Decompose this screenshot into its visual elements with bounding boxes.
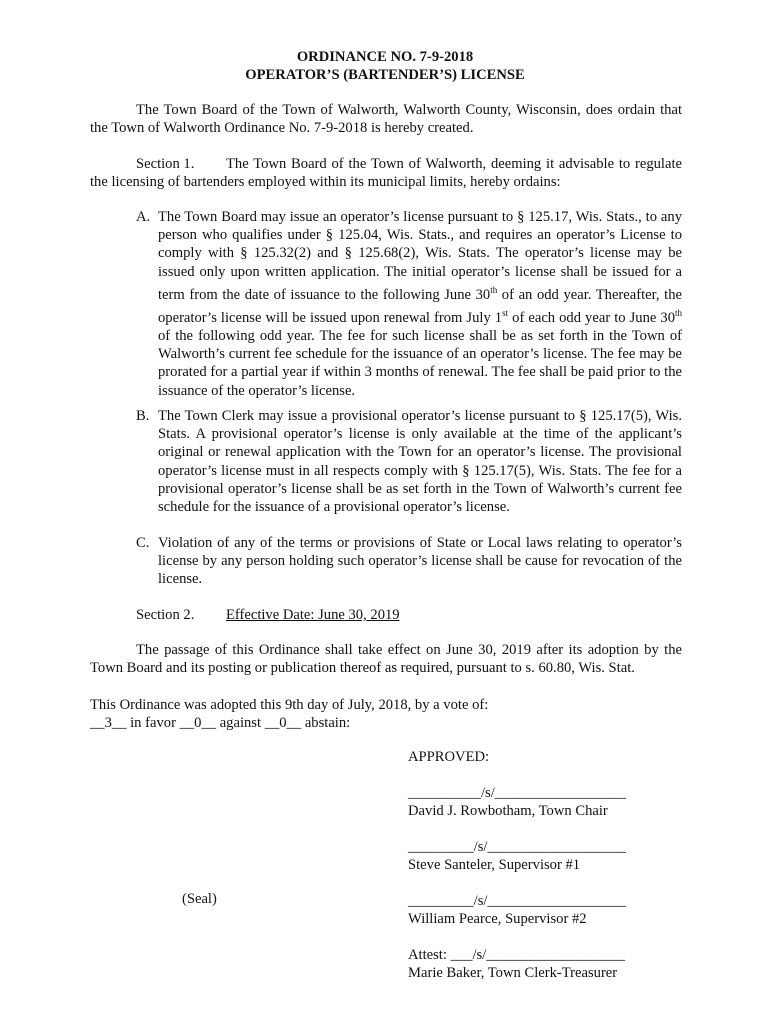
approved-label: APPROVED: (408, 749, 490, 765)
section-1-paragraph (90, 155, 682, 191)
adoption-statement: This Ordinance was adopted this 9th day of July, 2018, by a vote of: (90, 697, 489, 713)
signatory-supervisor-2: William Pearce, Supervisor #2 (408, 911, 587, 927)
list-item-a (136, 208, 682, 400)
signature-line-chair: __________/s/__________________ (408, 785, 627, 801)
intro-paragraph: The Town Board of the Town of Walworth, Walworth County, Wisconsin, does ordain that the Town of Walworth Ordinance No. 7-9-2018 is hereby created. (90, 102, 682, 136)
section-2-heading (90, 606, 682, 624)
list-item-b-text: The Town Clerk may issue a provisional operator’s license pursuant to § 125.17(5), Wis. Stats. A provisional operator’s license is only available at the time of the applicant’s original or renewal application with the Town for an operator’s license. The provisional operator’s license must in all respects comply with § 125.17(5), Wis. Stats. The fee for a provisional operator’s license shall be as set forth in the Town of Walworth’s current fee schedule for the issuance of a provisional operator’s license. (158, 408, 682, 516)
list-item-c-text: Violation of any of the terms or provisions of State or Local laws relating to operator’s license by any person holding such operator’s license shall be cause for revocation of the license. (158, 535, 682, 588)
seal-label: (Seal) (182, 891, 217, 907)
list-marker-c: C. (136, 535, 150, 551)
signatory-chair: David J. Rowbotham, Town Chair (408, 803, 608, 819)
vote-tally: __3__ in favor __0__ against __0__ abstain: (90, 715, 351, 731)
list-item-b (136, 407, 682, 516)
effective-date-heading: Effective Date: June 30, 2019 (226, 607, 400, 623)
section-1-text: The Town Board of the Town of Walworth, deeming it advisable to regulate the licensing of bartenders employed within its municipal limits, hereby ordains: (90, 156, 682, 190)
signature-line-supervisor-2: _________/s/___________________ (408, 893, 627, 909)
signatory-supervisor-1: Steve Santeler, Supervisor #1 (408, 857, 581, 873)
list-marker-b: B. (136, 408, 150, 424)
signature-line-supervisor-1: _________/s/___________________ (408, 839, 627, 855)
list-marker-a: A. (136, 209, 151, 225)
section-1-label: Section 1. (136, 156, 195, 172)
list-item-c (136, 534, 682, 589)
section-2-paragraph: The passage of this Ordinance shall take effect on June 30, 2019 after its adoption by the Town Board and its posting or publication thereof as required, pursuant to s. 60.80, Wis. Stat. (90, 642, 682, 676)
list-item-a-text: The Town Board may issue an operator’s license pursuant to § 125.17, Wis. Stats., to any person who qualifies under § 125.04, Wis. Stats., and requires an operator’s License to comply with § 125.32(2) and § 125.68(2), Wis. Stats. The operator’s license may be issued only upon written application. The initial operator’s license shall be issued for a term from the date of issuance to the following June 30th of an odd year. Thereafter, the operator’s license will be issued upon renewal from July 1st of each odd year to June 30th of the following odd year. The fee for such license shall be as set forth in the Town of Walworth’s current fee schedule for the issuance of an operator’s license. The fee may be prorated for a partial year if within 3 months of renewal. The fee shall be paid prior to the issuance of the operator’s license. (158, 209, 683, 399)
ordinance-subject-title: OPERATOR’S (BARTENDER’S) LICENSE (245, 67, 525, 83)
attest-line-clerk: Attest: ___/s/___________________ (408, 947, 625, 963)
signatory-clerk: Marie Baker, Town Clerk-Treasurer (408, 965, 618, 981)
section-2-label: Section 2. (136, 607, 195, 623)
ordinance-number-title: ORDINANCE NO. 7-9-2018 (296, 49, 474, 65)
